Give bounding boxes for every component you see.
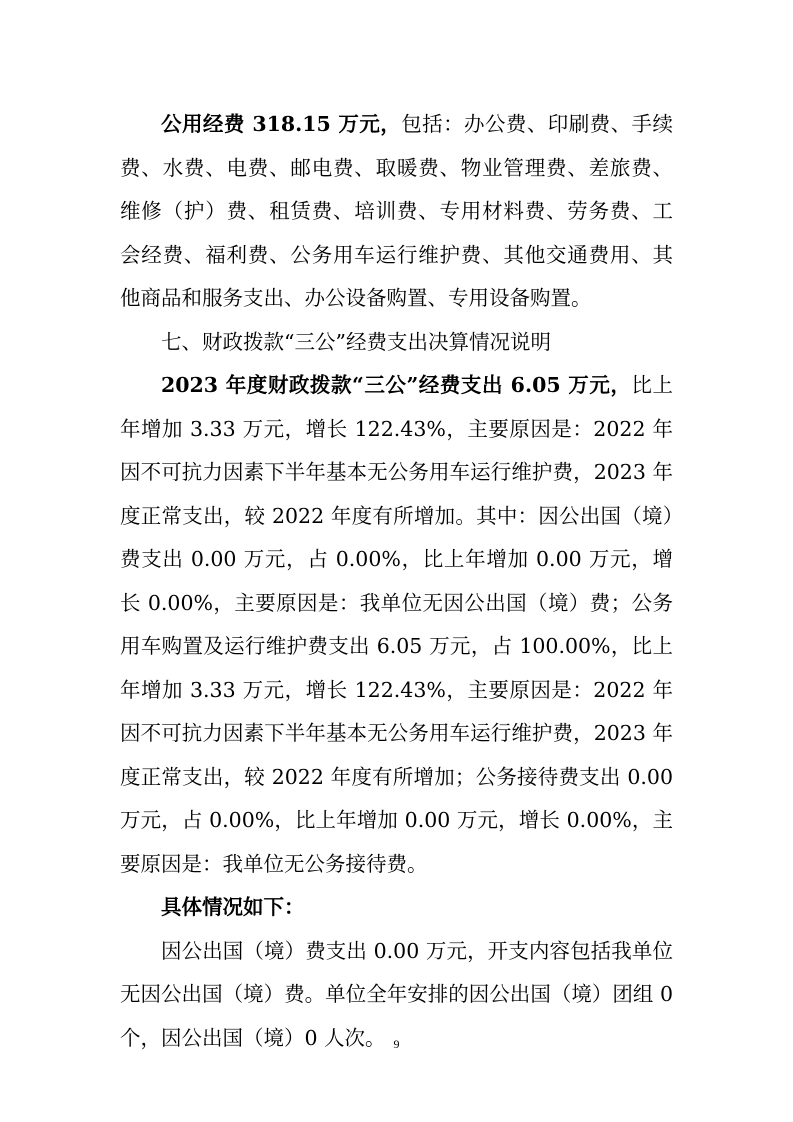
public-expense-paragraph xyxy=(120,103,673,321)
three-public-expense-body: 比上年增加 3.33 万元，增长 122.43%，主要原因是：2022 年因不可抗力因素下半年基本无公务用车运行维护费，2023 年度正常支出，较 2022 年度有所增加。其中：因公出国（境）费支出 0.00 万元，占 0.00%，比上年增加 0.00 万元，增长 0.00%，主要原因是：我单位无因公出国（境）费；公务用车购置及运行维护费支出 6.05 万元，占 100.00%，比上年增加 3.33 万元，增长 122.43%，主要原因是：2022 年因不可抗力因素下半年基本无公务用车运行维护费，2023 年度正常支出，较 2022 年度有所增加；公务接待费支出 0.00 万元，占 0.00%，比上年增加 0.00 万元，增长 0.00%，主要原因是：我单位无公务接待费。 xyxy=(120,373,674,876)
public-expense-lead: 公用经费 318.15 万元， xyxy=(161,112,402,136)
document-page xyxy=(120,103,673,1060)
overseas-expense-paragraph: 因公出国（境）费支出 0.00 万元，开支内容包括我单位无因公出国（境）费。单位全年安排的因公出国（境）团组 0 个，因公出国（境）0 人次。 xyxy=(120,938,673,1050)
page-number: 9 xyxy=(393,1037,400,1051)
three-public-expense-paragraph xyxy=(120,364,673,886)
three-public-expense-lead: 2023 年度财政拨款“三公”经费支出 6.05 万元， xyxy=(161,373,632,397)
sub-heading: 具体情况如下： xyxy=(161,895,305,919)
public-expense-body: 包括：办公费、印刷费、手续费、水费、电费、邮电费、取暖费、物业管理费、差旅费、维修（护）费、租赁费、培训费、专用材料费、劳务费、工会经费、福利费、公务用车运行维护费、其他交通费用、其他商品和服务支出、办公设备购置、专用设备购置。 xyxy=(120,112,673,310)
section-heading: 七、财政拨款“三公”经费支出决算情况说明 xyxy=(161,329,551,354)
